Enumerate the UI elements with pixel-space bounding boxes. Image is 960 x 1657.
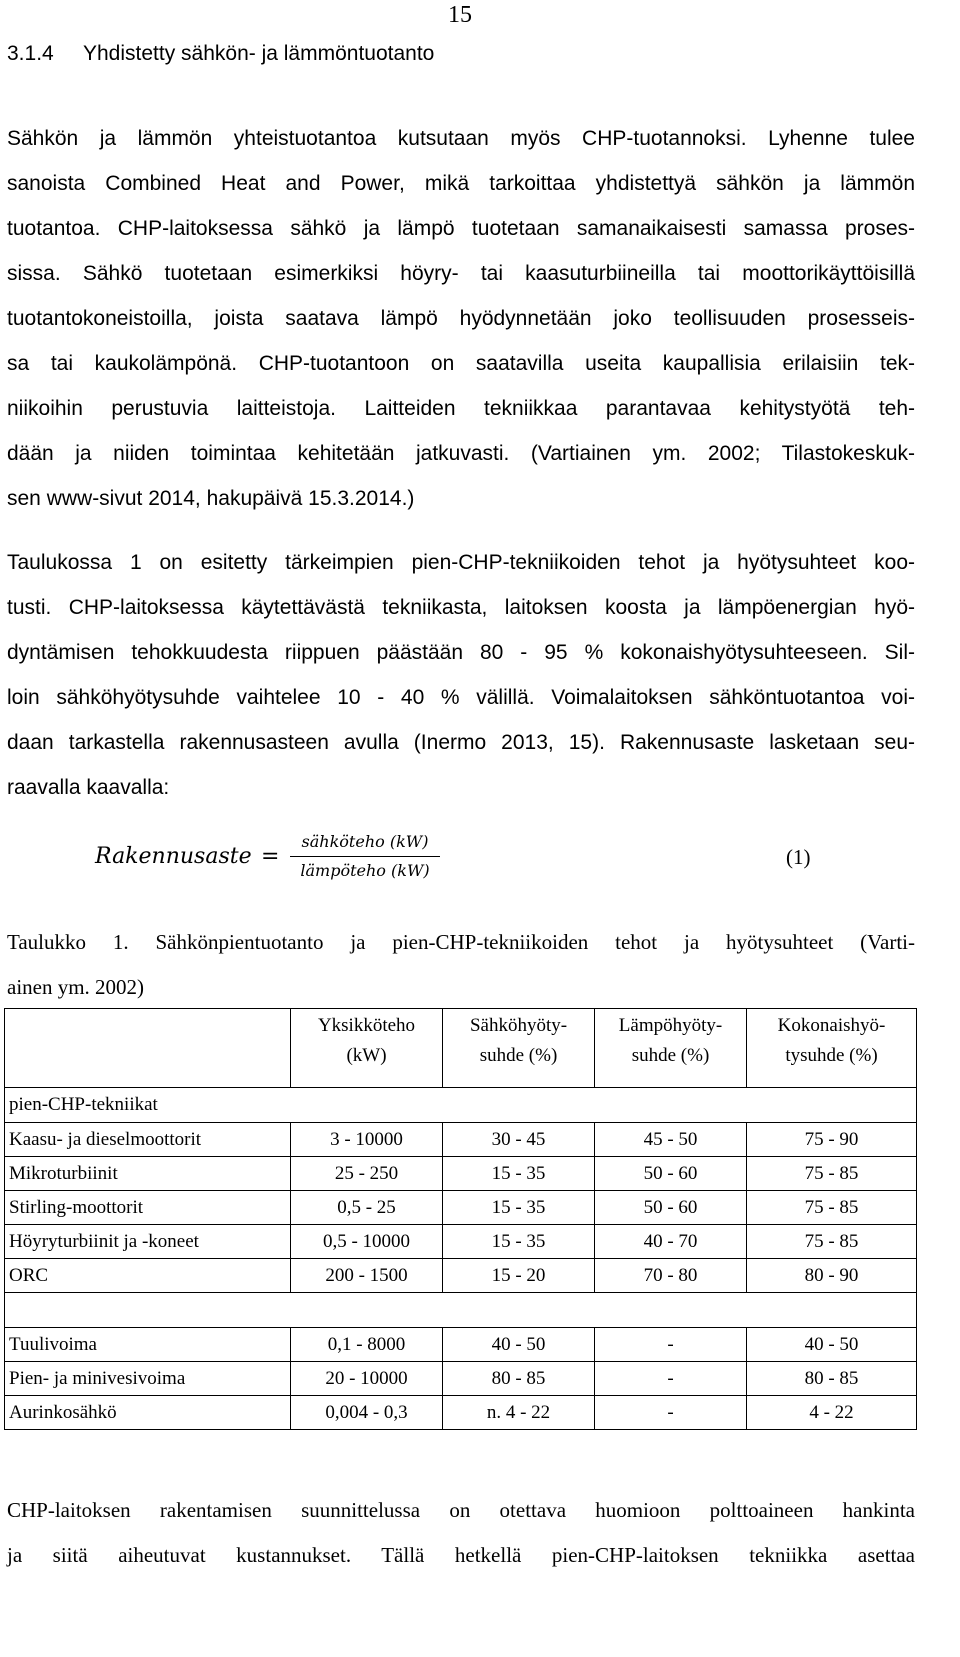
formula-lhs: Rakennusaste <box>95 844 252 869</box>
group-label: pien-CHP-tekniikat <box>5 1088 917 1123</box>
text-line: tusti. CHP-laitoksessa käytettävästä tekniikasta, laitoksen koosta ja lämpöenergian hyö- <box>7 596 915 619</box>
section-heading <box>7 42 434 66</box>
row-label: Aurinkosähkö <box>5 1396 291 1430</box>
table-caption <box>7 920 915 1010</box>
cell-electrical-efficiency: n. 4 - 22 <box>443 1396 595 1430</box>
cell-heat-efficiency: 45 - 50 <box>595 1123 747 1157</box>
text-line: Sähkön ja lämmön yhteistuotantoa kutsutaan myös CHP-tuotannoksi. Lyhenne tulee <box>7 127 915 150</box>
row-label: Mikroturbiinit <box>5 1157 291 1191</box>
cell-total-efficiency: 75 - 85 <box>747 1191 917 1225</box>
text-line: sen www-sivut 2014, hakupäivä 15.3.2014.) <box>7 487 415 510</box>
row-label: Pien- ja minivesivoima <box>5 1362 291 1396</box>
text-line: sa tai kaukolämpönä. CHP-tuotantoon on saatavilla useita kaupallisia erilaisiin tek- <box>7 352 915 375</box>
cell-total-efficiency: 75 - 85 <box>747 1225 917 1259</box>
table-row <box>5 1225 917 1259</box>
paragraph-table-intro <box>7 540 915 810</box>
formula-numerator: sähköteho (kW) <box>301 832 429 851</box>
cell-heat-efficiency: - <box>595 1362 747 1396</box>
caption-line: Taulukko 1. Sähkönpientuotanto ja pien-CHP-tekniikoiden tehot ja hyötysuhteet (Varti- <box>7 930 915 954</box>
section-title: Yhdistetty sähkön- ja lämmöntuotanto <box>83 42 435 65</box>
formula-fraction <box>290 832 440 880</box>
table-row <box>5 1259 917 1293</box>
efficiency-table <box>4 1008 917 1430</box>
table-header-row <box>5 1009 917 1088</box>
cell-total-efficiency: 40 - 50 <box>747 1328 917 1362</box>
cell-total-efficiency: 80 - 85 <box>747 1362 917 1396</box>
table-row <box>5 1157 917 1191</box>
cell-electrical-efficiency: 15 - 35 <box>443 1225 595 1259</box>
cell-heat-efficiency: 40 - 70 <box>595 1225 747 1259</box>
cell-unit-power: 0,004 - 0,3 <box>291 1396 443 1430</box>
fraction-bar <box>290 856 440 857</box>
cell-heat-efficiency: 70 - 80 <box>595 1259 747 1293</box>
cell-unit-power: 0,5 - 10000 <box>291 1225 443 1259</box>
table-row <box>5 1396 917 1430</box>
cell-electrical-efficiency: 40 - 50 <box>443 1328 595 1362</box>
header-cell-total-efficiency: Kokonaishyö- tysuhde (%) <box>747 1009 917 1088</box>
page-number: 15 <box>448 2 472 28</box>
formula-denominator: lämpöteho (kW) <box>300 861 430 880</box>
formula-equals: = <box>261 844 280 869</box>
text-line: Taulukossa 1 on esitetty tärkeimpien pien-CHP-tekniikoiden tehot ja hyötysuhteet koo- <box>7 551 915 574</box>
cell-electrical-efficiency: 15 - 35 <box>443 1191 595 1225</box>
cell-electrical-efficiency: 15 - 20 <box>443 1259 595 1293</box>
table-row <box>5 1362 917 1396</box>
table-group-row <box>5 1088 917 1123</box>
table-row <box>5 1191 917 1225</box>
caption-line: ainen ym. 2002) <box>7 975 145 999</box>
cell-electrical-efficiency: 80 - 85 <box>443 1362 595 1396</box>
cell-unit-power: 3 - 10000 <box>291 1123 443 1157</box>
text-line: loin sähköhyötysuhde vaihtelee 10 - 40 % välillä. Voimalaitoksen sähköntuotantoa voi- <box>7 686 915 709</box>
cell-unit-power: 200 - 1500 <box>291 1259 443 1293</box>
cell-heat-efficiency: - <box>595 1396 747 1430</box>
header-cell-empty <box>5 1009 291 1088</box>
spacer-cell <box>5 1293 917 1328</box>
cell-electrical-efficiency: 15 - 35 <box>443 1157 595 1191</box>
cell-total-efficiency: 75 - 85 <box>747 1157 917 1191</box>
row-label: ORC <box>5 1259 291 1293</box>
header-cell-electrical-efficiency: Sähköhyöty- suhde (%) <box>443 1009 595 1088</box>
paragraph-chp-intro <box>7 116 915 521</box>
table-row <box>5 1123 917 1157</box>
cell-heat-efficiency: 50 - 60 <box>595 1191 747 1225</box>
cell-electrical-efficiency: 30 - 45 <box>443 1123 595 1157</box>
text-line: sissa. Sähkö tuotetaan esimerkiksi höyry- tai kaasuturbiineilla tai moottorikäyttöisillä <box>7 262 915 285</box>
table-row <box>5 1328 917 1362</box>
header-cell-heat-efficiency: Lämpöhyöty- suhde (%) <box>595 1009 747 1088</box>
row-label: Stirling-moottorit <box>5 1191 291 1225</box>
section-number: 3.1.4 <box>7 42 54 65</box>
header-cell-unit-power: Yksikköteho (kW) <box>291 1009 443 1088</box>
text-line: CHP-laitoksen rakentamisen suunnittelussa on otettava huomioon polttoaineen hankinta <box>7 1498 915 1522</box>
cell-total-efficiency: 4 - 22 <box>747 1396 917 1430</box>
paragraph-planning <box>7 1488 915 1578</box>
text-line: tuotantokoneistoilla, joista saatava lämpö hyödynnetään joko teollisuuden prosesseis- <box>7 307 915 330</box>
text-line: sanoista Combined Heat and Power, mikä tarkoittaa yhdistettyä sähkön ja lämmön <box>7 172 915 195</box>
row-label: Tuulivoima <box>5 1328 291 1362</box>
cell-heat-efficiency: - <box>595 1328 747 1362</box>
text-line: niikoihin perustuvia laitteistoja. Laitteiden tekniikkaa parantavaa kehitystyötä teh- <box>7 397 915 420</box>
row-label: Höyryturbiinit ja -koneet <box>5 1225 291 1259</box>
text-line: ja siitä aiheutuvat kustannukset. Tällä hetkellä pien-CHP-laitoksen tekniikka asettaa <box>7 1543 915 1567</box>
text-line: raavalla kaavalla: <box>7 776 170 799</box>
text-line: daan tarkastella rakennusasteen avulla (Inermo 2013, 15). Rakennusaste lasketaan seu- <box>7 731 915 754</box>
cell-total-efficiency: 75 - 90 <box>747 1123 917 1157</box>
cell-heat-efficiency: 50 - 60 <box>595 1157 747 1191</box>
cell-unit-power: 20 - 10000 <box>291 1362 443 1396</box>
equation-number: (1) <box>786 845 811 869</box>
text-line: dyntämisen tehokkuudesta riippuen päästään 80 - 95 % kokonaishyötysuhteeseen. Sil- <box>7 641 915 664</box>
cell-unit-power: 25 - 250 <box>291 1157 443 1191</box>
cell-unit-power: 0,5 - 25 <box>291 1191 443 1225</box>
text-line: tuotantoa. CHP-laitoksessa sähkö ja lämpö tuotetaan samanaikaisesti samassa proses- <box>7 217 915 240</box>
table-spacer-row <box>5 1293 917 1328</box>
cell-unit-power: 0,1 - 8000 <box>291 1328 443 1362</box>
row-label: Kaasu- ja dieselmoottorit <box>5 1123 291 1157</box>
cell-total-efficiency: 80 - 90 <box>747 1259 917 1293</box>
text-line: dään ja niiden toimintaa kehitetään jatkuvasti. (Vartiainen ym. 2002; Tilastokeskuk- <box>7 442 915 465</box>
